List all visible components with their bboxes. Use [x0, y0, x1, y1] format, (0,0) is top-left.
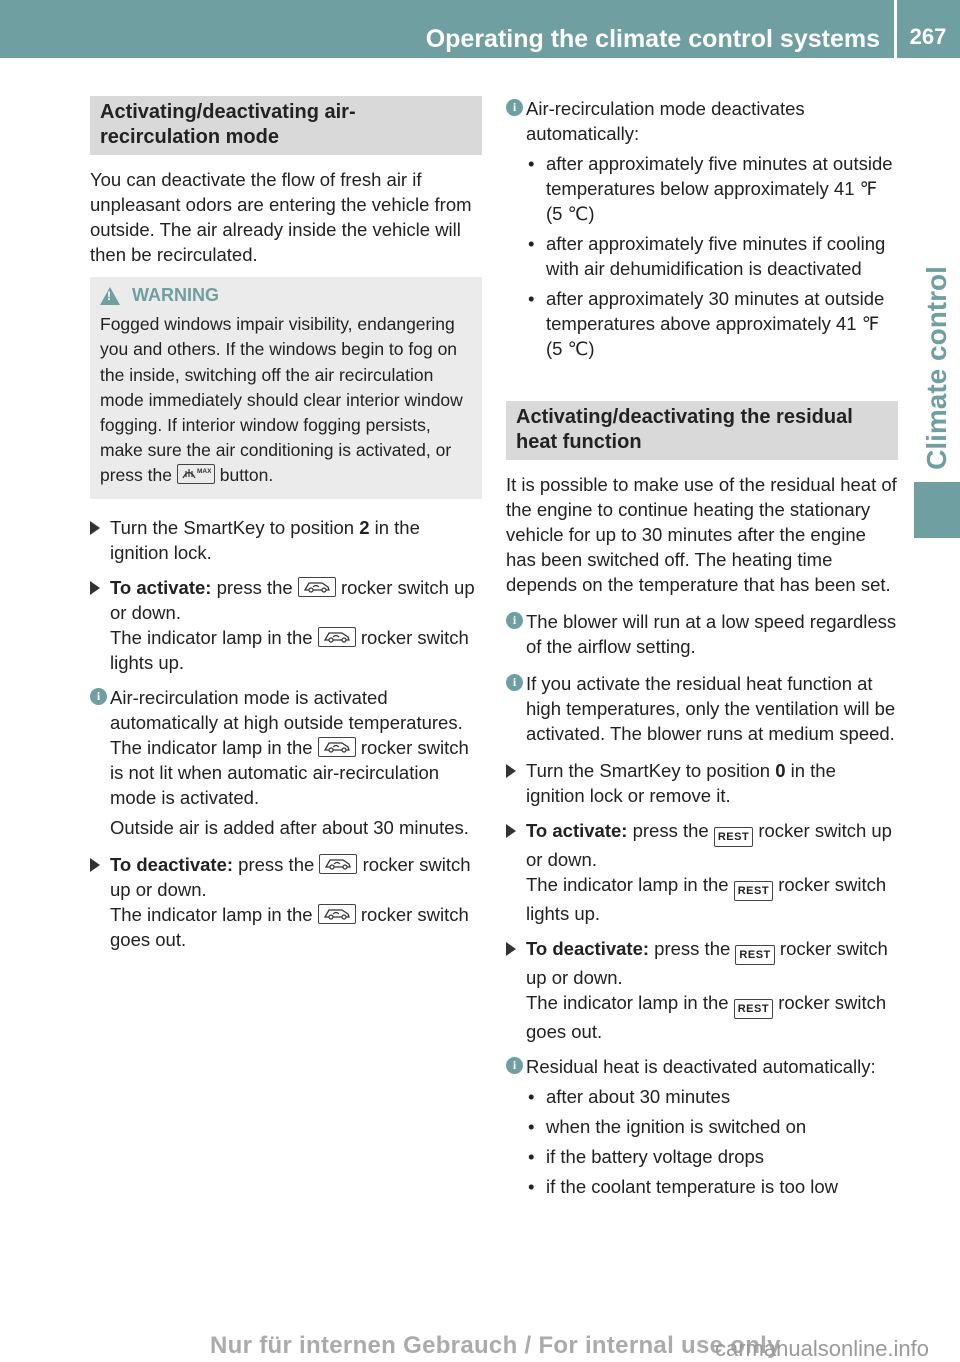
step-text: rocker switch goes out.: [526, 992, 887, 1042]
note-blower: [506, 609, 898, 659]
list-item: • after about 30 minutes: [526, 1084, 898, 1109]
rest-button-icon: REST: [735, 945, 774, 965]
left-column: [90, 96, 482, 962]
warning-text: [100, 312, 472, 488]
step-arrow-icon: [506, 764, 516, 778]
defrost-max-text: MAX: [196, 468, 211, 476]
bullet-list: [526, 1084, 898, 1199]
step-deactivate: [506, 936, 898, 1044]
step-text: press the: [654, 938, 731, 959]
warning-body-end: button.: [219, 465, 274, 486]
list-item: • if the coolant temperature is too low: [526, 1174, 898, 1199]
step-arrow-icon: [90, 858, 100, 872]
step-text: rocker switch goes out.: [110, 903, 469, 950]
step-label: To deactivate:: [110, 853, 234, 875]
side-tab-label: Climate control: [921, 266, 952, 470]
list-item: • if the battery voltage drops: [526, 1144, 898, 1169]
info-icon: i: [506, 99, 523, 116]
right-column: [506, 96, 898, 1211]
warning-body: Fogged windows impair visibility, endangering you and others. If the windows begin to fog on the inside, switching off the air recirculation mode immediately should clear interior window fogging. If interior window fogging persists, make sure the air conditioning is activated, or press the: [100, 314, 463, 486]
footer-watermark: Nur für internen Gebrauch / For internal use only: [210, 1332, 781, 1359]
list-item: • when the ignition is switched on: [526, 1114, 898, 1139]
list-item: • after approximately five minutes at outside temperatures below approximately 41 ℉ (5 ℃): [526, 151, 898, 226]
note-text: If you activate the residual heat function at high temperatures, only the ventilation will be activated. The blower runs at medium speed.: [526, 673, 896, 744]
note-text: Residual heat is deactivated automatically:: [526, 1056, 876, 1077]
step-text: rocker switch up or down.: [110, 576, 475, 623]
recirculation-icon: [318, 904, 356, 924]
rest-button-icon: REST: [734, 999, 773, 1019]
step-text-end: in the ignition lock.: [110, 516, 420, 563]
step-text: press the: [216, 576, 293, 598]
info-icon: i: [506, 1057, 523, 1074]
key-position: 0: [775, 760, 786, 781]
step-text: The indicator lamp in the: [526, 992, 729, 1013]
list-item: • after approximately five minutes if cooling with air dehumidification is deactivated: [526, 231, 898, 281]
step-text: Turn the SmartKey to position: [526, 760, 771, 781]
step-text: The indicator lamp in the: [110, 626, 313, 648]
section-heading-residual-heat: Activating/deactivating the residual heat function: [506, 401, 898, 460]
info-icon: i: [90, 688, 107, 705]
rest-button-icon: REST: [734, 881, 773, 901]
recirculation-icon: [318, 737, 356, 757]
note-text-outside-air: Outside air is added after about 30 minutes.: [110, 816, 469, 838]
step-label: To deactivate:: [526, 938, 650, 959]
recirculation-icon: [318, 627, 356, 647]
bullet-list: [526, 151, 898, 361]
step-label: To activate:: [526, 820, 628, 841]
warning-box: [90, 277, 482, 499]
intro-paragraph: It is possible to make use of the residual heat of the engine to continue heating the stationary vehicle for up to 30 minutes after the engine has been switched off. The heating time depends on the temperature that has been set.: [506, 474, 897, 595]
rest-button-icon: REST: [714, 827, 753, 847]
step-turn-smartkey: [90, 515, 482, 565]
step-arrow-icon: [90, 521, 100, 535]
step-text: rocker switch up or down.: [526, 938, 888, 988]
step-text: rocker switch lights up.: [110, 626, 469, 673]
step-result: [526, 872, 898, 926]
step-turn-smartkey: [506, 758, 898, 808]
footer-site: carmanualsonline.info: [715, 1336, 930, 1361]
intro-paragraph: You can deactivate the flow of fresh air if unpleasant odors are entering the vehicle from outside. The air already inside the vehicle will then be recirculated.: [90, 169, 472, 265]
step-arrow-icon: [90, 581, 100, 595]
step-text-end: in the ignition lock or remove it.: [526, 760, 836, 806]
header-divider: [894, 0, 897, 58]
step-deactivate: [90, 852, 482, 952]
key-position: 2: [359, 516, 370, 538]
recirculation-icon: [319, 854, 357, 874]
warning-triangle-icon: [100, 287, 120, 305]
note-text: Air-recirculation mode deactivates automatically:: [526, 98, 805, 144]
step-result: [110, 625, 482, 675]
step-arrow-icon: [506, 824, 516, 838]
note-text: rocker switch is not lit when automatic air-recirculation mode is activated.: [110, 736, 469, 808]
page-header: [0, 0, 960, 58]
note-text: The blower will run at a low speed regardless of the airflow setting.: [526, 611, 897, 657]
list-item: • after approximately 30 minutes at outside temperatures above approximately 41 ℉ (5 ℃): [526, 286, 898, 361]
step-text: Turn the SmartKey to position: [110, 516, 355, 538]
step-arrow-icon: [506, 942, 516, 956]
recirculation-icon: [298, 577, 336, 597]
step-text: The indicator lamp in the: [110, 903, 313, 925]
defrost-max-icon: [177, 464, 215, 484]
side-tab-marker: [914, 482, 960, 538]
side-tab: [914, 58, 960, 478]
step-text: press the: [238, 853, 315, 875]
info-icon: i: [506, 612, 523, 629]
note-auto-recirculation: [90, 685, 482, 840]
page-number: 267: [909, 24, 947, 49]
step-result: [526, 990, 898, 1044]
step-text: press the: [632, 820, 709, 841]
section-heading-air-recirculation: Activating/deactivating air-recirculation mode: [90, 96, 482, 155]
chapter-title: Operating the climate control systems: [425, 25, 880, 53]
warning-label: WARNING: [132, 285, 219, 305]
note-text: Air-recirculation mode is activated automatically at high outside temperatures. The indicator lamp in the: [110, 686, 463, 758]
step-activate: [506, 818, 898, 926]
note-recirculation-deactivates: [506, 96, 898, 361]
info-icon: i: [506, 674, 523, 691]
step-text: rocker switch lights up.: [526, 874, 887, 924]
step-result: [110, 902, 482, 952]
note-residual-heat-deactivated: [506, 1054, 898, 1199]
step-text: rocker switch up or down.: [526, 820, 892, 870]
step-label: To activate:: [110, 576, 212, 598]
note-high-temperature: [506, 671, 898, 746]
step-text: The indicator lamp in the: [526, 874, 729, 895]
step-text: rocker switch up or down.: [110, 853, 471, 900]
step-activate: [90, 575, 482, 675]
warning-title: [100, 283, 472, 308]
